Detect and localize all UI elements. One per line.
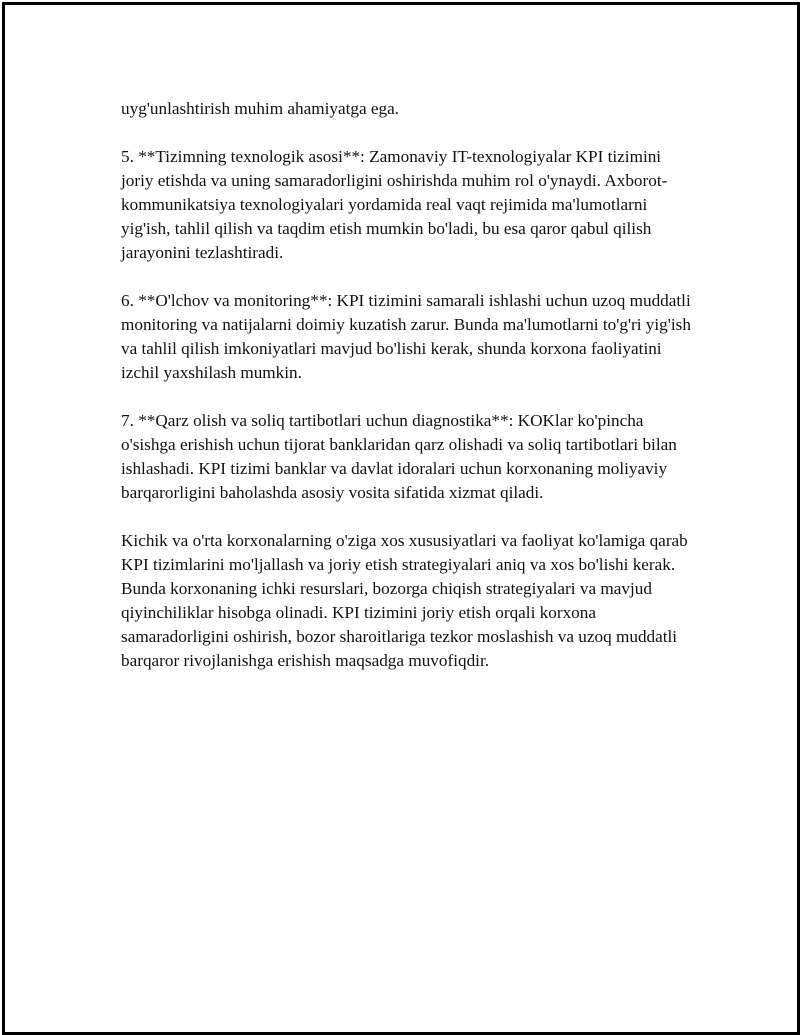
document-body — [121, 97, 696, 697]
paragraph-conclusion: Kichik va o'rta korxonalarning o'ziga xos xususiyatlari va faoliyat ko'lamiga qarab KPI tizimlarini mo'ljallash va joriy etish strategiyalari aniq va xos bo'lishi kerak. Bunda korxonaning ichki resurslari, bozorga chiqish strategiyalari va mavjud qiyinchiliklar hisobga olinadi. KPI tizimini joriy etish orqali korxona samaradorligini oshirish, bozor sharoitlariga tezkor moslashish va uzoq muddatli barqaror rivojlanishga erishish maqsadga muvofiqdir. — [121, 531, 688, 670]
paragraph-continuation: uyg'unlashtirish muhim ahamiyatga ega. — [121, 99, 400, 118]
paragraph-item-6-monitoring: 6. **O'lchov va monitoring**: KPI tizimini samarali ishlashi uchun uzoq muddatli monitoring va natijalarni doimiy kuzatish zarur. Bunda ma'lumotlarni to'g'ri yig'ish va tahlil qilish imkoniyatlari mavjud bo'lishi kerak, shunda korxona faoliyatini izchil yaxshilash mumkin. — [121, 291, 691, 382]
document-page — [2, 2, 800, 1035]
paragraph-item-5-technology: 5. **Tizimning texnologik asosi**: Zamonaviy IT-texnologiyalar KPI tizimini joriy etishda va uning samaradorligini oshirishda muhim rol o'ynaydi. Axborot-kommunikatsiya texnologiyalari yordamida real vaqt rejimida ma'lumotlarni yig'ish, tahlil qilish va taqdim etish mumkin bo'ladi, bu esa qaror qabul qilish jarayonini tezlashtiradi. — [121, 147, 668, 262]
paragraph-item-7-diagnostics: 7. **Qarz olish va soliq tartibotlari uchun diagnostika**: KOKlar ko'pincha o'sishga erishish uchun tijorat banklaridan qarz olishadi va soliq tartibotlari bilan ishlashadi. KPI tizimi banklar va davlat idoralari uchun korxonaning moliyaviy barqarorligini baholashda asosiy vosita sifatida xizmat qiladi. — [121, 411, 677, 502]
